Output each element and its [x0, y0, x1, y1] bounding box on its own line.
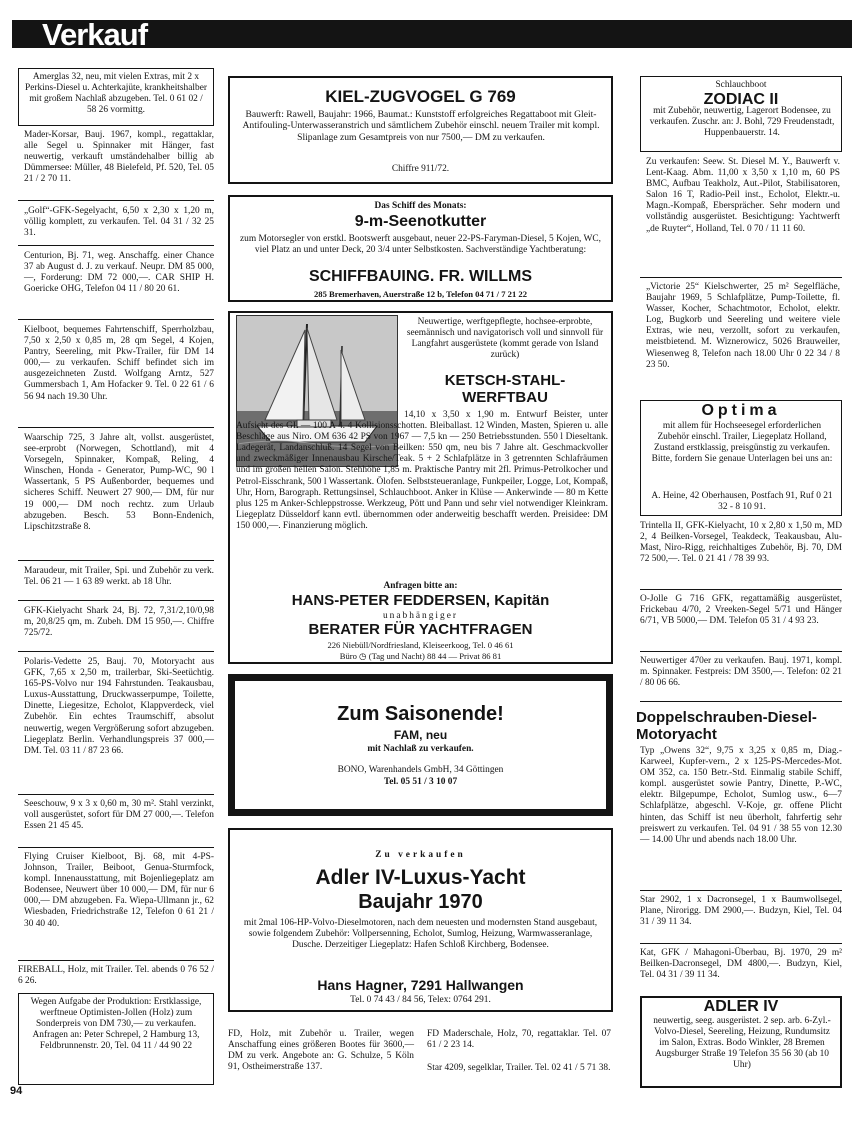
ad-fd: FD, Holz, mit Zubehör u. Trailer, wegen Anschaffung eines größeren Bootes für 3600,— DM zu verk. Angebote an: G. Schulze, 5 Köln 91, Ostheimerstraße 137.: [228, 1029, 414, 1073]
ad-centurion: Centurion, Bj. 71, weg. Anschaffg. einer Chance 37 ab August d. J. zu verkauf. Neupr. DM 85 000,—, Forderung: DM 72 000,—. CAR SHIP H. Goericke OHG, Telefon 04 11 / 80 20 61.: [24, 251, 214, 295]
divider: [640, 890, 842, 891]
ad-zodiac-title: ZODIAC II: [703, 91, 779, 108]
divider: [18, 560, 214, 561]
ketsch-body-text: 14,10 x 3,50 x 1,90 m. Entwurf Beister, unter Aufsicht des GL — 100 A 4. 4 Kollisionsschotten. Bleiballast. 12 Winden, Masten, Spieren u. alle Beschläge aus Niro. OM 636 42 PS von 1967 — 7,5 kn — 250 Betriebsstunden. 550 l Dieseltank. Ladegerät, Landanschluß. 14 Segel von Beilken: 550 qm, neu bis 7 Jahre alt. Geschmackvoller und zweckmäßiger Innenausbau Kirsche/Teak. 5 + 2 Schlafplätze in 3 getrennten Schlafräumen und im großen hellen Salon. Stehhöhe 1,85 m. Praktische Pantry mit 2fl. Primus-Petrolkocher und Petrol-Eisschrank, 500 l Wassertank. Ölofen. Selbststeueranlage, Funkpeiler, Logge, Lot, Kompaß, Uhr, Horn, Barograph. Rettungsinsel, Schlauchboot. Anker in Klüse — Ankerwinde — 80 m Kette plus 125 m Anker-Schleppstrosse. Werkzeug, Pött und Pann und sehr viel notwendiger Kleinkram. Liegeplatz Düsseldorf kann evtl. übernommen oder anderweitig beschafft werden. Preisidee: DM 150 000,—. Finanzierung möglich.: [236, 410, 608, 531]
divider: [18, 427, 214, 428]
ad-adler-tel: Tel. 0 74 43 / 84 56, Telex: 0764 291.: [350, 995, 491, 1005]
ad-amerglas: Amerglas 32, neu, mit vielen Extras, mit 2 x Perkins-Diesel u. Achterkajüte, krankheitshalber mit großem Nachlaß abzugeben. Tel. 0 61 02 / 58 26 vormittg.: [25, 72, 207, 116]
ad-saison-line: mit Nachlaß zu verkaufen.: [367, 744, 474, 754]
divider: [18, 245, 214, 246]
ad-waarschip: Waarschip 725, 3 Jahre alt, vollst. ausgerüstet, see-erprobt (Norwegen, Schottland), mit 4 Vorsegeln, Spinnaker, Kompaß, Reling, 4 Winschen, Honda - Generator, Pump-WC, 90 l Wassertank, 5 PS Außenborder, bequemes und sicheres Schiff. Neuwert 27 900,— DM, für nur 19 000,— DM noch rechtz. zum Urlaub abzugeben. Besch. 53 Bonn-Endenich, Lipschitzstraße 8.: [24, 433, 214, 532]
ad-adler-title2: Baujahr 1970: [358, 891, 483, 913]
ad-ketsch-intro: Neuwertige, werftgepflegte, hochsee-erprobte, seemännisch und navigatorisch voll und sinnvoll für Langfahrt ausgerüstete (kommt gerade von Island zurück): [406, 317, 604, 361]
divider: [18, 794, 214, 795]
ad-star-4209: Star 4209, segelklar, Trailer. Tel. 02 41 / 5 71 38.: [427, 1063, 611, 1073]
ad-ketsch-title: KETSCH-STAHL-WERFTBAU: [444, 372, 566, 406]
ad-seenot-body: zum Motorsegler von erstkl. Bootswerft ausgebaut, neuer 22-PS-Faryman-Diesel, 5 Kojen, WC, viel Platz an und unter Deck, 20 3/4 unter Selbstkosten. Sachverständige Yachtberatung:: [240, 234, 601, 256]
ad-saison-sub: FAM, neu: [393, 728, 448, 742]
ad-seew-diesel: Zu verkaufen: Seew. St. Diesel M. Y., Bauwerft v. Lent-Kaag. Abm. 11,00 x 3,50 x 1,10 m, 60 PS BMC, Aufbau Teakholz, Aut.-Pilot, Stabilisatoren, Salon 16 T, Radio-Peil inst., Echolot, Elektr.-u. Magn.-Kompaß, Ebersprächer. Sehr modern und vollständig ausgerüstet. Besichtigung: Yachtwerft „de Ruyter“, Holland, Tel. 0 70 / 11 11 60.: [646, 157, 840, 234]
ad-adleriv-body: neuwertig, seeg. ausgerüstet. 2 sep. arb. 6-Zyl.-Volvo-Diesel, Seereling, Heizung, Rundumsitz im Salon, Extras. Bodo Winkler, 28 Bremen Augsburger Straße 19 Telefon 35 56 30 (ab 10 Uhr): [653, 1016, 831, 1071]
ad-saison-title: Zum Saisonende!: [337, 703, 504, 725]
ad-adleriv-title: ADLER IV: [703, 998, 779, 1015]
ad-doppel-title: Doppelschrauben-Diesel-Motoryacht: [636, 709, 817, 743]
divider: [640, 589, 842, 590]
ad-kiel-title: KIEL-ZUGVOGEL G 769: [325, 87, 516, 106]
ad-seeschouw: Seeschouw, 9 x 3 x 0,60 m, 30 m². Stahl verzinkt, voll ausgerüstet, sofort für DM 27 000,—. Telefon Essen 21 45 45.: [24, 799, 214, 832]
ad-fd-maderschale: FD Maderschale, Holz, 70, regattaklar. Tel. 07 61 / 2 23 14.: [427, 1029, 611, 1051]
ad-optimisten: Wegen Aufgabe der Produktion: Erstklassige, werftneue Optimisten-Jollen (Holz) zum Sonderpreis von DM 730,— zu verkaufen. Anfragen an: Peter Schrepel, 2 Hamburg 13, Feldbrunnenstr. 20, Tel. 04 11 / 44 90 22: [30, 997, 202, 1052]
page-number: 94: [10, 1085, 23, 1097]
divider: [18, 200, 214, 201]
ad-zodiac-body: mit Zubehör, neuwertig, Lagerort Bodensee, zu verkaufen. Zuschr. an: J. Bohl, 729 Freudenstadt, Huppenbauerstr. 14.: [649, 106, 835, 139]
divider: [640, 651, 842, 652]
ad-seenot-firm: SCHIFFBAUING. FR. WILLMS: [308, 268, 533, 285]
ad-ketsch-addr1: 226 Niebüll/Nordfriesland, Kleiseerkoog, Tel. 0 46 61: [327, 640, 514, 650]
section-title: Verkauf: [42, 17, 148, 52]
ad-optima-body: mit allem für Hochseesegel erforderlichen Zubehör einschl. Trailer, Liegeplatz Holland, Zustand erstklassig, preisgünstig zu verkaufen. Bitte, fordern Sie genaue Unterlagen bei uns an:: [651, 421, 833, 465]
ad-kielboot: Kielboot, bequemes Fahrtenschiff, Sperrholzbau, 7,50 x 2,50 x 0,85 m, 28 qm Segel, 4 Kojen, Pantry, Seereling, mit Pkw-Trailer, für DM 14 000,— zu verkaufen. Schiff befindet sich im ausgezeichneten Zustd. Wolfgang Arntz, 527 Gummersbach 1, Am Hofacker 9. Tel. 0 22 61 / 6 56 94 nach 19.30 Uhr.: [24, 325, 214, 402]
ad-shark: GFK-Kielyacht Shark 24, Bj. 72, 7,31/2,10/0,98 m, 20,8/25 qm, m. Zubeh. DM 15 950,—. Chiffre 725/72.: [24, 606, 214, 639]
divider: [18, 847, 214, 848]
ad-golf: „Golf“-GFK-Segelyacht, 6,50 x 2,30 x 1,20 m, völlig komplett, zu verkaufen. Tel. 04 31 / 32 25 31.: [24, 206, 214, 239]
ad-polaris: Polaris-Vedette 25, Bauj. 70, Motoryacht aus GFK, 7,65 x 2,50 m, trailerbar, Ski-Seetüchtig. 165-PS-Volvo nur 194 Fahrstunden. Teakausbau, Luxus-Ausstattung, Druckwasserpumpe, Toilette, Dinette, Liegesitze, Echolot, Klappverdeck, viel Zubehör. Ein echtes Traumschiff, absolut neuwertig, wegen Vergrößerung sofort abzugeben. Liegeplatz Berlin. Verhandlungspreis 37 000,— DM. Tel. 03 11 / 87 23 66.: [24, 657, 214, 756]
ad-ketsch-berater: BERATER FÜR YACHTFRAGEN: [308, 621, 533, 638]
ad-saison-addr: BONO, Warenhandels GmbH, 34 Göttingen: [337, 765, 504, 775]
divider: [640, 943, 842, 944]
ad-seenot-kicker: Das Schiff des Monats:: [374, 201, 467, 211]
ad-adler-body: mit 2mal 106-HP-Volvo-Dieselmotoren, nach dem neuesten und modernsten Stand ausgebaut, sowie folgendem Zubehör: Vollpersenning, Echolot, Sumlog, Heizung, Warmwasseranlage, Dusche. Derzeitiger Liegeplatz: Hafen Schloß Kirchberg, Bodensee.: [243, 918, 598, 951]
ad-neuwertiger-470er: Neuwertiger 470er zu verkaufen. Bauj. 1971, kompl. m. Spinnaker. Festpreis: DM 3500,—. Telefon: 02 21 / 80 06 66.: [640, 656, 842, 689]
ad-adler-name: Hans Hagner, 7291 Hallwangen: [317, 977, 524, 993]
ad-seenot-addr: 285 Bremerhaven, Auerstraße 12 b, Telefon 04 71 / 7 21 22: [313, 289, 527, 299]
ad-maraudeur: Maraudeur, mit Trailer, Spi. und Zubehör zu verk. Tel. 06 21 — 1 63 89 werkt. ab 18 Uhr.: [24, 566, 214, 588]
ad-adler-title1: Adler IV-Luxus-Yacht: [315, 866, 526, 889]
ad-ketsch-unabh: unabhängiger: [382, 611, 459, 621]
divider: [18, 600, 214, 601]
ad-trintella: Trintella II, GFK-Kielyacht, 10 x 2,80 x 1,50 m, MD 2, 4 Beilken-Vorsegel, Teakdeck, Teakausbau, Alu-Mast, Niro-Rigg, reichhaltiges Zubehör, Bj. 70, DM 72 500,—. Tel. 0 21 41 / 78 39 93.: [640, 521, 842, 565]
ad-optima-contact: A. Heine, 42 Oberhausen, Postfach 91, Ruf 0 21 32 - 8 10 91.: [651, 491, 833, 513]
ad-saison-tel: Tel. 05 51 / 3 10 07: [383, 777, 458, 787]
ad-ketsch-addr2: Büro ◷ (Tag und Nacht) 88 44 — Privat 86 81: [339, 651, 502, 661]
divider: [640, 277, 842, 278]
ad-ketsch-anfragen: Anfragen bitte an:: [383, 581, 458, 591]
divider: [18, 960, 214, 961]
divider: [640, 701, 842, 702]
section-header: [12, 17, 852, 52]
ad-o-jolle: O-Jolle G 716 GFK, regattamäßig ausgerüstet, Frickebau 4/70, 2 Vreeken-Segel 5/71 und Hänger 6/71, VB 5000,— DM. Telefon 05 31 / 4 93 23.: [640, 594, 842, 627]
ad-seenot-title: 9-m-Seenotkutter: [354, 213, 487, 230]
divider: [18, 651, 214, 652]
ad-adler-kicker: Zu verkaufen: [375, 850, 466, 860]
ad-doppel-body: Typ „Owens 32“, 9,75 x 3,25 x 0,85 m, Diag.-Karweel, Kupfer-vern., 2 x 125-PS-Mercedes-Mot. OM 352, ca. 150 Betr.-Std. Einmalig stabile Schiff, kompl. ausgerüstet sowie Pantry, Dinette, P.-WC, elektr. Bilgepumpe, Echolot, Sumlog usw., 6—7 Schlafplätze, abgeschl. V-Koje, gr. offene Plicht hinten, das Schiff ist neu überholt, fahrfertig sehr preiswert zu verkaufen. Tel. 04 91 / 38 55 von 12.30 — 14.00 Uhr und abends nach 18.00 Uhr.: [640, 746, 842, 845]
ad-ketsch-body: [236, 410, 608, 580]
ad-kiel-body: Bauwerft: Rawell, Baujahr: 1966, Baumat.: Kunststoff erfolgreiches Regattaboot mit Gleit-Antifouling-Unterwasseranstrich und sämtlichem Zubehör einschl. neuem Trailer mit kompl. Slipanlage zum Gesamtpreis von nur 7500,— DM zu verkaufen.: [242, 109, 600, 143]
divider: [18, 319, 214, 320]
ad-zodiac-kicker: Schlauchboot: [715, 80, 767, 90]
ad-flying-cruiser: Flying Cruiser Kielboot, Bj. 68, mit 4-PS-Johnson, Trailer, Beiboot, Genua-Sturmfock, kompl. Innenausstattung, mit Bojenliegeplatz am Bodensee, Neuwert über 10 000,— DM, für nur 6 000,— DM abzugeben. Fa. Wiepa-Ullmann jr., 62 Wiesbaden, Friedrichstraße 12, Telefon 0 61 21 / 30 40 40.: [24, 852, 214, 929]
ad-kiel-chiffre: Chiffre 911/72.: [391, 164, 450, 174]
ad-victorie: „Victorie 25“ Kielschwerter, 25 m² Segelfläche, Baujahr 1969, 5 Schlafplätze, Pump-Toilette, fl. Wasser, Kocher, Schachtmotor, Echolot, elektr. Log, Bugkorb und Seereling und weitere viele Extras, wie neu, verzollt, sofort zu verkaufen, meistbietend. M. Wiznerowicz, 5026 Brauweiler, Wiesenweg 8, Telefon nach 18.00 Uhr 0 22 34 / 8 23 50.: [646, 282, 840, 370]
ad-star-2902: Star 2902, 1 x Dacronsegel, 1 x Baumwollsegel, Plane, Nirorigg. DM 2900,—. Budzyn, Kiel, Tel. 04 31 / 39 11 34.: [640, 895, 842, 928]
ad-kat: Kat, GFK / Mahagoni-Überbau, Bj. 1970, 29 m² Beilken-Dacronsegel, DM 4800,—. Budzyn, Kiel, Tel. 04 31 / 39 11 34.: [640, 948, 842, 981]
ad-mader-korsar: Mader-Korsar, Bauj. 1967, kompl., regattaklar, alle Segel u. Spinnaker mit Hänger, fast neuwertig, verkauft umständehalber billig ab Dümmersee: Müller, 48 Bielefeld, Pf. 520, Tel. 05 21 / 2 70 11.: [24, 130, 214, 185]
ad-fireball: FIREBALL, Holz, mit Trailer. Tel. abends 0 76 52 / 6 26.: [18, 965, 214, 987]
ad-ketsch-name: HANS-PETER FEDDERSEN, Kapitän: [291, 592, 550, 609]
ad-optima-title: Optima: [701, 402, 781, 419]
